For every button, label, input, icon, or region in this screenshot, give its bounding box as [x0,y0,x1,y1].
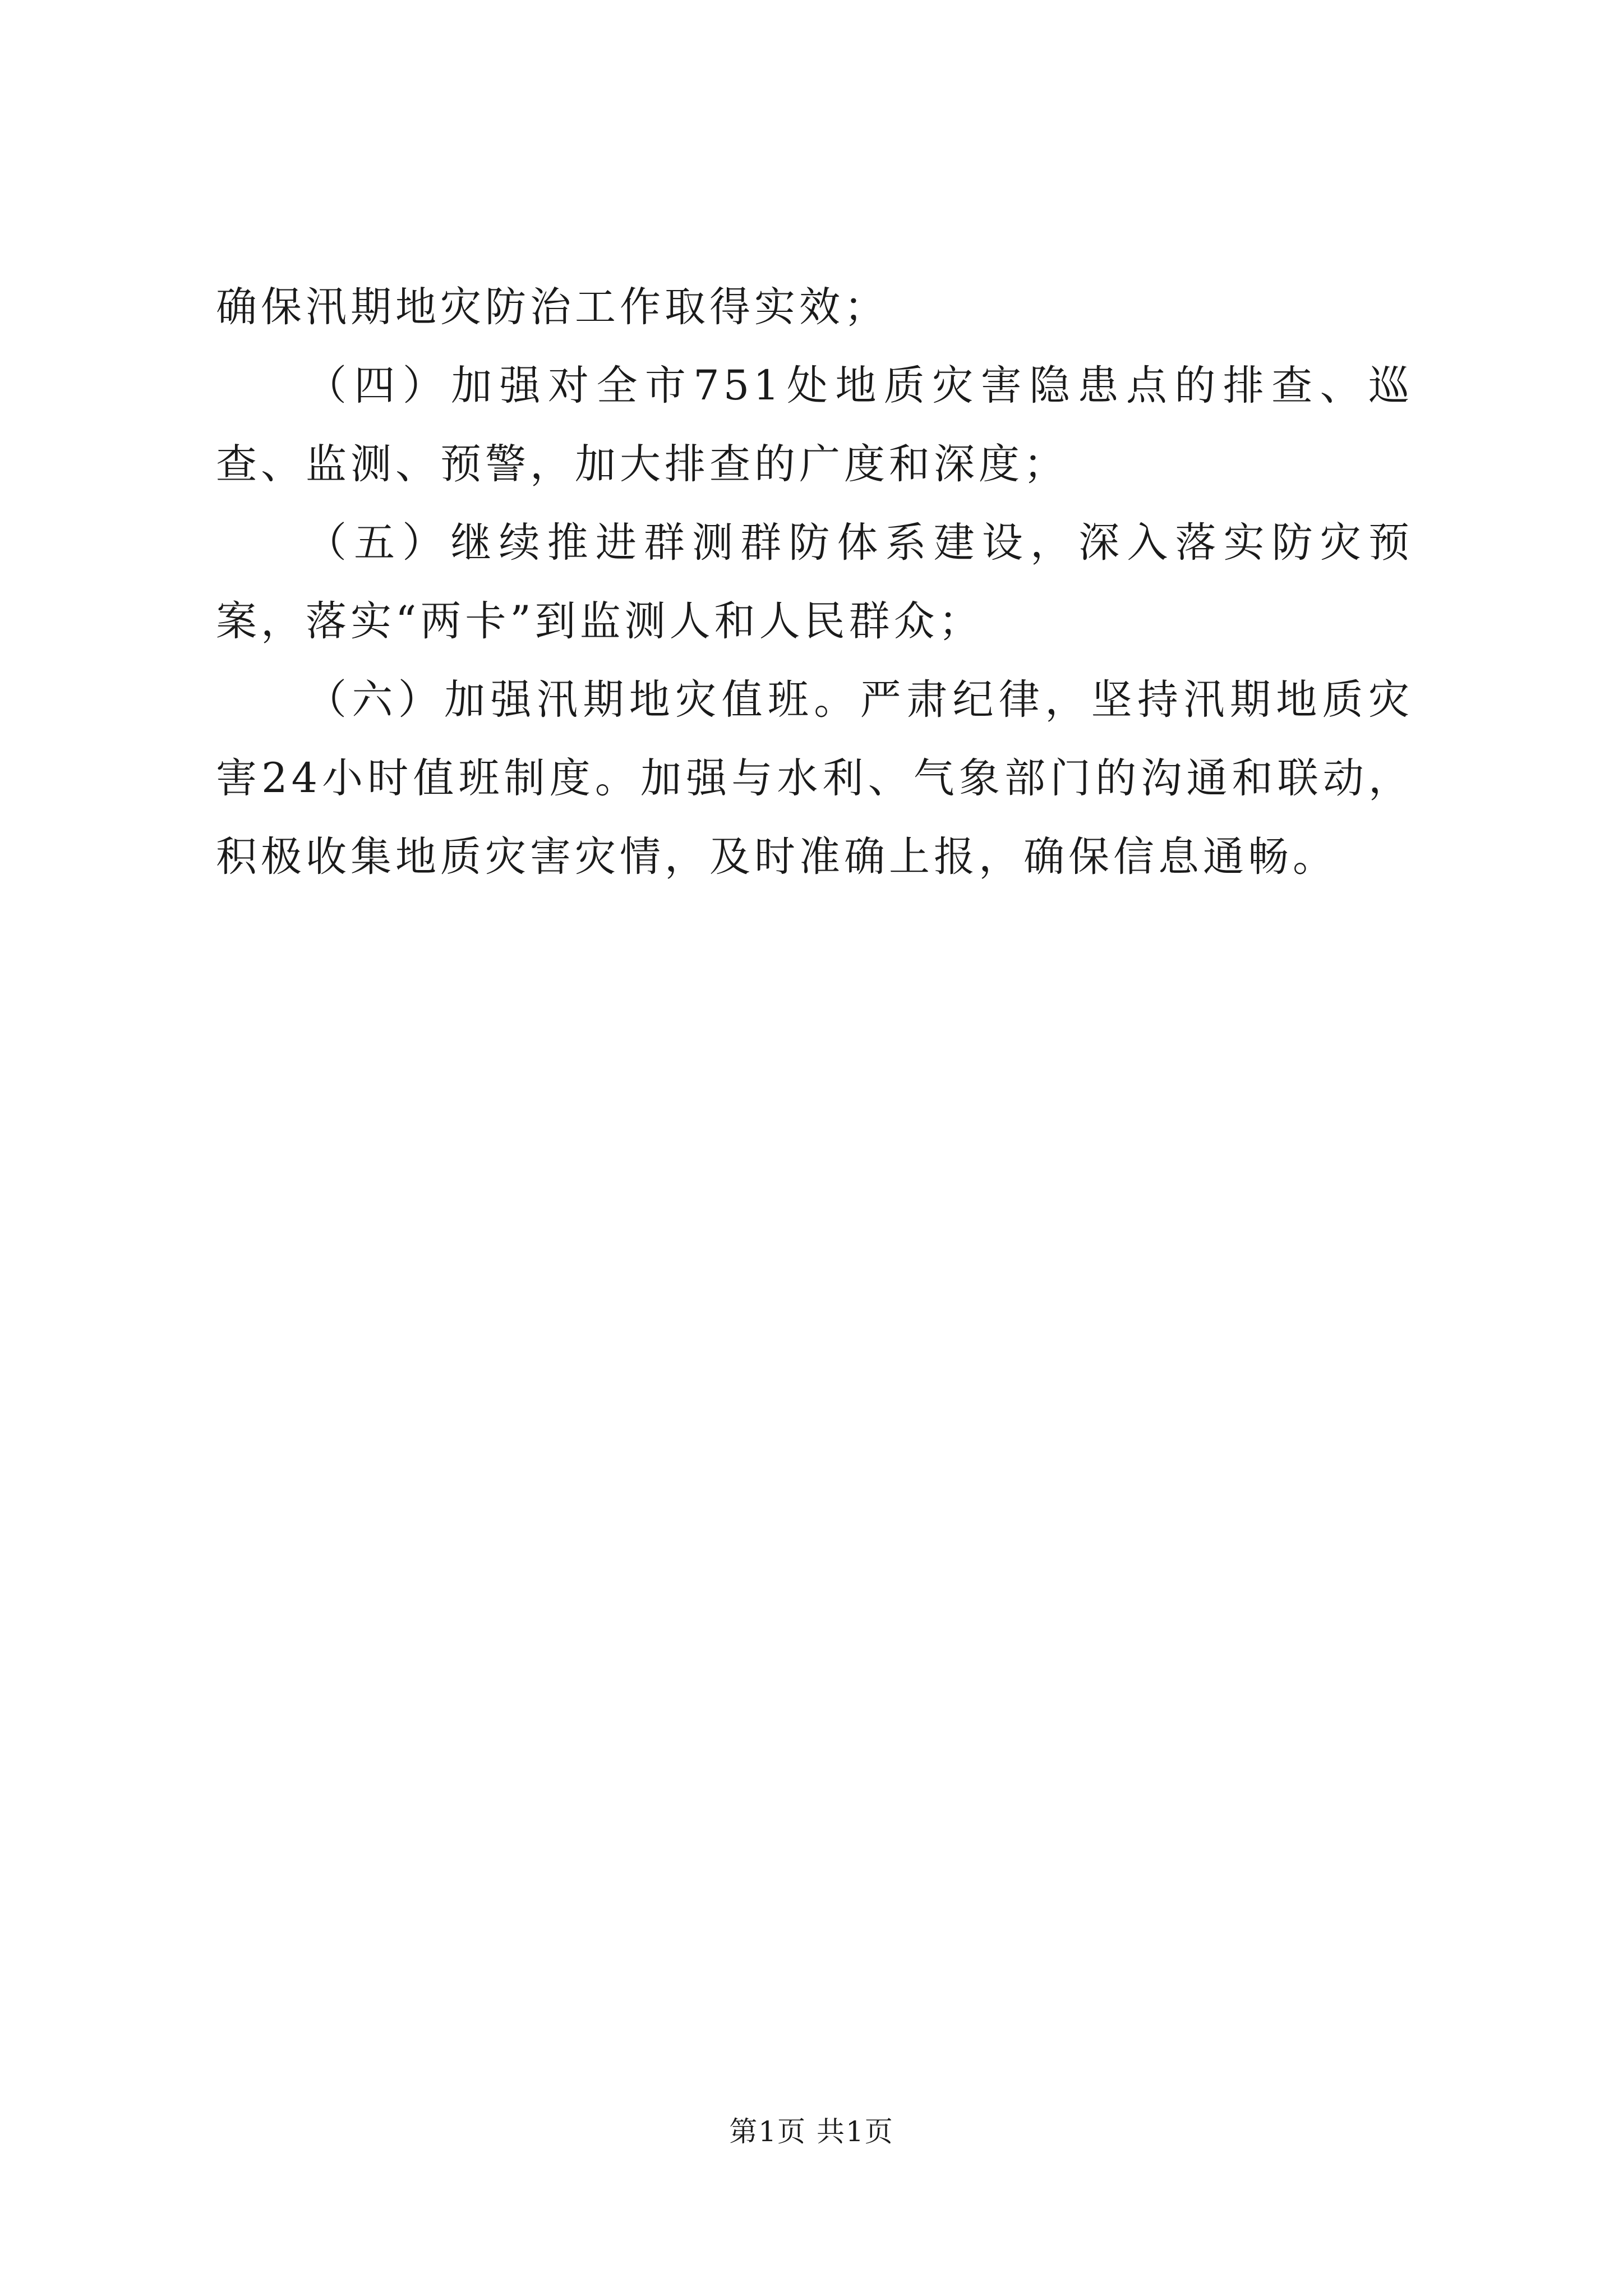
paragraph-continuation: 确保汛期地灾防治工作取得实效； [216,283,889,331]
document-body [216,268,1413,896]
paragraph-item-5: （五）继续推进群测群防体系建设，深入落实防灾预案，落实“两卡”到监测人和人民群众； [216,519,1413,645]
page-footer: 第1页 共1页 [729,2115,894,2148]
paragraph-item-6: （六）加强汛期地灾值班。严肃纪律，坚持汛期地质灾害24小时值班制度。加强与水利、气象部门的沟通和联动，积极收集地质灾害灾情，及时准确上报，确保信息通畅。 [216,676,1413,881]
paragraph-item-4: （四）加强对全市751处地质灾害隐患点的排查、巡查、监测、预警，加大排查的广度和深度； [216,362,1413,488]
